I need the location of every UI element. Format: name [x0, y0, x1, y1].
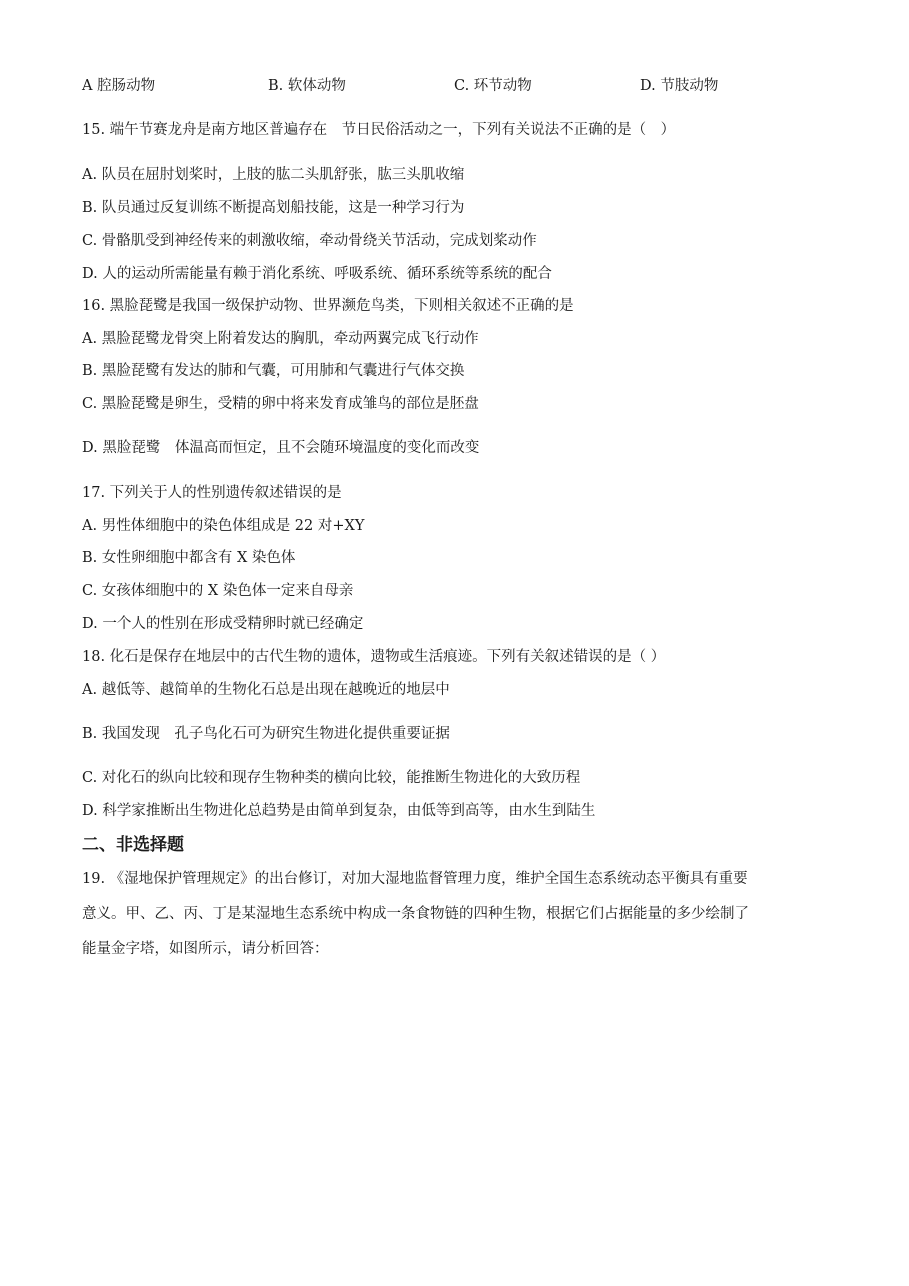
q16-stem: 16. 黑脸琵鹭是我国一级保护动物、世界濒危鸟类，下则相关叙述不正确的是 [82, 298, 574, 314]
q15-option-a: A. 队员在屈肘划桨时，上肢的肱二头肌舒张，肱三头肌收缩 [82, 167, 465, 183]
q18-option-b: B. 我国发现 孔子鸟化石可为研究生物进化提供重要证据 [82, 726, 450, 742]
q19-line-1: 19. 《湿地保护管理规定》的出台修订，对加大湿地监督管理力度，维护全国生态系统动态平衡具有重要 [82, 871, 748, 887]
q16-option-d: D. 黑脸琵鹭 体温高而恒定，且不会随环境温度的变化而改变 [82, 440, 480, 456]
q15-option-c: C. 骨骼肌受到神经传来的刺激收缩，牵动骨绕关节活动，完成划桨动作 [82, 233, 537, 249]
q14-option-a: A 腔肠动物 [82, 78, 156, 94]
q18-option-c: C. 对化石的纵向比较和现存生物种类的横向比较，能推断生物进化的大致历程 [82, 770, 581, 786]
q17-option-d: D. 一个人的性别在形成受精卵时就已经确定 [82, 616, 364, 632]
q16-option-c: C. 黑脸琵鹭是卵生，受精的卵中将来发育成雏鸟的部位是胚盘 [82, 396, 479, 412]
q18-option-a: A. 越低等、越简单的生物化石总是出现在越晚近的地层中 [82, 682, 450, 698]
section-heading: 二、非选择题 [82, 835, 184, 855]
q17-option-b: B. 女性卵细胞中都含有 X 染色体 [82, 550, 296, 566]
q16-option-b: B. 黑脸琵鹭有发达的肺和气囊，可用肺和气囊进行气体交换 [82, 363, 465, 379]
q19-line-2: 意义。甲、乙、丙、丁是某湿地生态系统中构成一条食物链的四种生物，根据它们占据能量的多少绘制了 [82, 906, 749, 922]
q18-stem: 18. 化石是保存在地层中的古代生物的遗体，遗物或生活痕迹。下列有关叙述错误的是（ ） [82, 649, 666, 665]
q15-option-b: B. 队员通过反复训练不断提高划船技能，这是一种学习行为 [82, 200, 465, 216]
q18-option-d: D. 科学家推断出生物进化总趋势是由简单到复杂，由低等到高等，由水生到陆生 [82, 803, 596, 819]
q17-stem: 17. 下列关于人的性别遗传叙述错误的是 [82, 485, 342, 501]
q14-option-d: D. 节肢动物 [640, 78, 719, 94]
q14-option-c: C. 环节动物 [454, 78, 532, 94]
q17-option-c: C. 女孩体细胞中的 X 染色体一定来自母亲 [82, 583, 354, 599]
q17-option-a: A. 男性体细胞中的染色体组成是 22 对+XY [82, 518, 365, 534]
q15-option-d: D. 人的运动所需能量有赖于消化系统、呼吸系统、循环系统等系统的配合 [82, 266, 552, 282]
q15-stem: 15. 端午节赛龙舟是南方地区普遍存在 节日民俗活动之一，下列有关说法不正确的是（ ） [82, 122, 676, 138]
q19-line-3: 能量金字塔，如图所示，请分析回答： [82, 941, 329, 957]
q14-option-b: B. 软体动物 [268, 78, 346, 94]
q16-option-a: A. 黑脸琵鹭龙骨突上附着发达的胸肌，牵动两翼完成飞行动作 [82, 331, 479, 347]
